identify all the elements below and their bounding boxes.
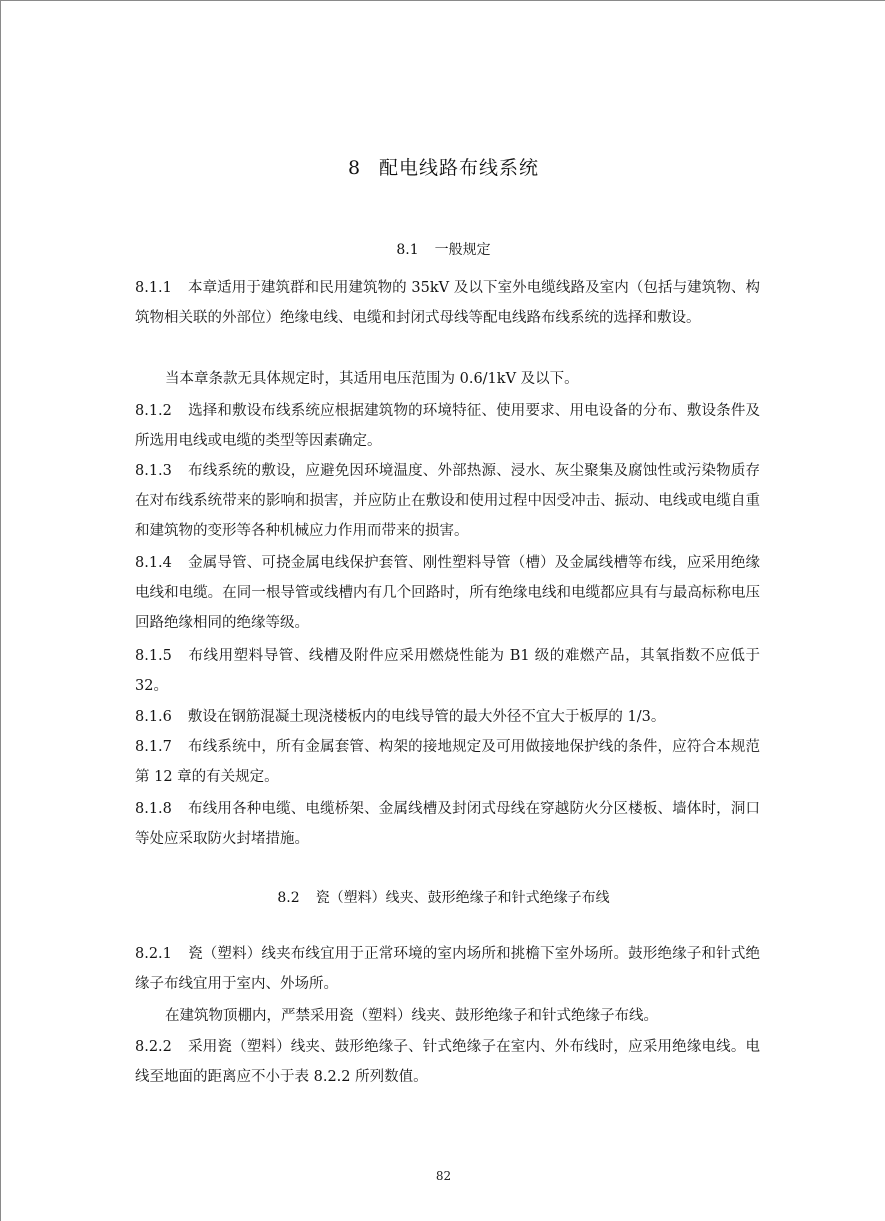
clause-number: 8.1.6 — [135, 709, 172, 725]
clause-text: 布线用各种电缆、电缆桥架、金属线槽及封闭式母线在穿越防火分区楼板、墙体时，洞口等处应采取防火封堵措施。 — [135, 801, 760, 847]
clause-number: 8.1.7 — [135, 739, 172, 755]
section-number: 8.1 — [396, 242, 419, 258]
clause-text: 布线用塑料导管、线槽及附件应采用燃烧性能为 B1 级的难燃产品，其氧指数不应低于 32。 — [135, 648, 760, 694]
clause-text: 敷设在钢筋混凝土现浇楼板内的电线导管的最大外径不宜大于板厚的 1/3。 — [187, 709, 666, 725]
section-title-text: 一般规定 — [434, 242, 491, 258]
clause-text: 当本章条款无具体规定时，其适用电压范围为 0.6/1kV 及以下。 — [165, 371, 579, 387]
clause-number: 8.1.5 — [135, 648, 172, 664]
clause-8-2-1 — [135, 939, 760, 999]
clause-8-1-4 — [135, 548, 760, 638]
clause-text: 金属导管、可挠金属电线保护套管、刚性塑料导管（槽）及金属线槽等布线，应采用绝缘电线和电缆。在同一根导管或线槽内有几个回路时，所有绝缘电线和电缆都应具有与最高标称电压回路绝缘相同的绝缘等级。 — [135, 555, 760, 631]
clause-number: 8.1.8 — [135, 801, 172, 817]
clause-8-1-8 — [135, 794, 760, 854]
clause-text: 布线系统中，所有金属套管、构架的接地规定及可用做接地保护线的条件，应符合本规范第 12 章的有关规定。 — [135, 739, 760, 785]
chapter-title — [1, 153, 885, 180]
clause-number: 8.1.3 — [135, 463, 172, 479]
clause-8-1-1 — [135, 273, 760, 333]
page-number: 82 — [435, 1169, 452, 1183]
clause-text: 布线系统的敷设，应避免因环境温度、外部热源、浸水、灰尘聚集及腐蚀性或污染物质存在对布线系统带来的影响和损害，并应防止在敷设和使用过程中因受冲击、振动、电线或电缆自重和建筑物的变形等各种机械应力作用而带来的损害。 — [135, 463, 760, 539]
clause-number: 8.1.4 — [135, 555, 172, 571]
clause-8-1-7 — [135, 732, 760, 792]
section-title-8-1 — [1, 239, 885, 259]
section-title-8-2 — [1, 887, 885, 907]
clause-number: 8.2.2 — [135, 1039, 172, 1055]
clause-text: 本章适用于建筑群和民用建筑物的 35kV 及以下室外电缆线路及室内（包括与建筑物、构筑物相关联的外部位）绝缘电线、电缆和封闭式母线等配电线路布线系统的选择和敷设。 — [135, 280, 760, 326]
clause-8-1-2 — [135, 396, 760, 456]
clause-8-1-6 — [135, 702, 760, 732]
clause-8-2-1-note — [135, 1001, 760, 1031]
clause-number: 8.1.2 — [135, 403, 172, 419]
chapter-title-text: 配电线路布线系统 — [379, 157, 540, 179]
clause-8-1-3 — [135, 456, 760, 546]
clause-number: 8.2.1 — [135, 946, 172, 962]
clause-8-1-5 — [135, 641, 760, 701]
clause-number: 8.1.1 — [135, 280, 172, 296]
clause-text: 采用瓷（塑料）线夹、鼓形绝缘子、针式绝缘子在室内、外布线时，应采用绝缘电线。电线至地面的距离应不小于表 8.2.2 所列数值。 — [135, 1039, 760, 1085]
chapter-number: 8 — [347, 157, 362, 179]
clause-8-2-2 — [135, 1032, 760, 1092]
section-title-text: 瓷（塑料）线夹、鼓形绝缘子和针式绝缘子布线 — [315, 890, 610, 906]
clause-8-1-1-note — [135, 364, 760, 394]
clause-text: 瓷（塑料）线夹布线宜用于正常环境的室内场所和挑檐下室外场所。鼓形绝缘子和针式绝缘子布线宜用于室内、外场所。 — [135, 946, 760, 992]
clause-text: 选择和敷设布线系统应根据建筑物的环境特征、使用要求、用电设备的分布、敷设条件及所选用电线或电缆的类型等因素确定。 — [135, 403, 760, 449]
section-number: 8.2 — [277, 890, 300, 906]
clause-text: 在建筑物顶棚内，严禁采用瓷（塑料）线夹、鼓形绝缘子和针式绝缘子布线。 — [165, 1008, 658, 1024]
